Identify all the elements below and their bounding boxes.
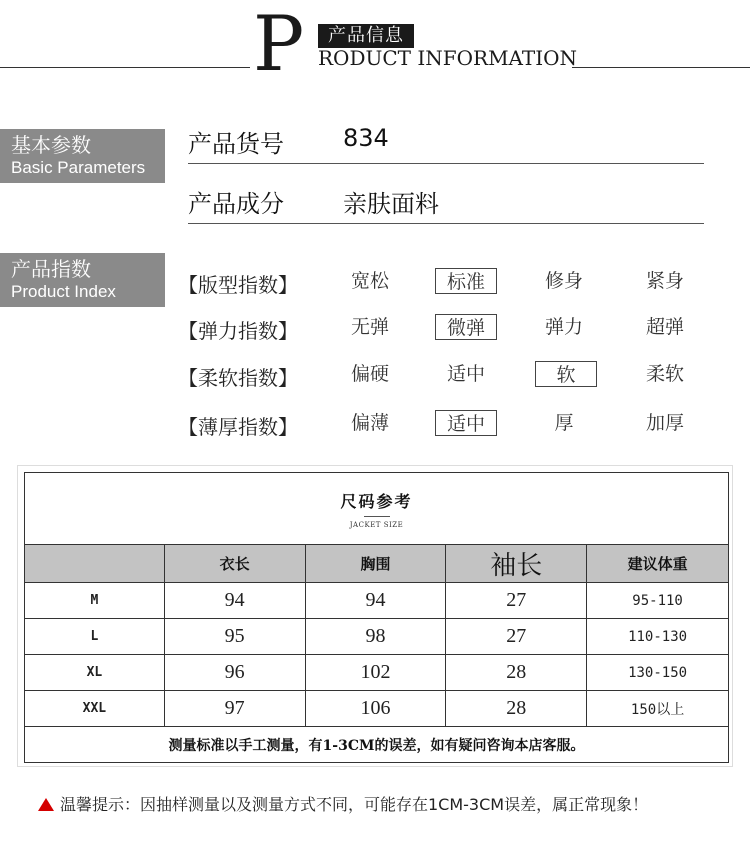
- size-table-note: 测量标准以手工测量，有1-3CM的误差，如有疑问咨询本店客服。: [25, 727, 729, 763]
- sleeve-cell: 28: [446, 691, 587, 727]
- weight-cell: 110-130: [587, 619, 729, 655]
- size-cell: XL: [25, 655, 165, 691]
- index-row-softness: [178, 361, 718, 391]
- chest-cell: 106: [305, 691, 446, 727]
- sleeve-cell: 27: [446, 583, 587, 619]
- product-index-label: [0, 253, 165, 307]
- index-option: 无弹: [350, 316, 389, 338]
- index-option: 超弹: [645, 316, 684, 338]
- header-cell-chest: 胸围: [305, 545, 446, 583]
- index-option: 厚: [554, 412, 574, 434]
- index-option: 偏硬: [350, 363, 389, 385]
- index-option: 适中: [446, 363, 485, 385]
- param-key: 产品成分: [188, 190, 284, 218]
- size-table-title-cn: 尺码参考: [340, 491, 413, 511]
- length-cell: 94: [164, 583, 305, 619]
- index-row-thickness: [178, 410, 718, 440]
- index-row-label: 【柔软指数】: [178, 366, 298, 390]
- size-table-title-en: JACKET SIZE: [349, 520, 404, 529]
- warm-tip: [38, 792, 648, 815]
- length-cell: 97: [164, 691, 305, 727]
- param-row-item-no: [188, 124, 704, 164]
- index-option: 柔软: [645, 363, 684, 385]
- index-row-label: 【弹力指数】: [178, 319, 298, 343]
- index-row-label: 【版型指数】: [178, 273, 298, 297]
- weight-cell: 130-150: [587, 655, 729, 691]
- index-option: 宽松: [350, 270, 389, 292]
- size-cell: XXL: [25, 691, 165, 727]
- title-divider: [364, 516, 390, 517]
- sleeve-cell: 28: [446, 655, 587, 691]
- warm-tip-text: 温馨提示：因抽样测量以及测量方式不同，可能存在1CM-3CM误差，属正常现象！: [60, 795, 649, 814]
- size-cell: L: [25, 619, 165, 655]
- basic-label-cn: 基本参数: [11, 133, 91, 157]
- header-cell-weight: 建议体重: [587, 545, 729, 583]
- size-cell: M: [25, 583, 165, 619]
- index-row-elasticity: [178, 314, 718, 344]
- sleeve-cell: 27: [446, 619, 587, 655]
- param-value: 亲肤面料: [343, 190, 439, 218]
- index-option-selected: 微弹: [435, 314, 497, 340]
- index-label-cn: 产品指数: [11, 257, 91, 281]
- chest-cell: 98: [305, 619, 446, 655]
- param-value: 834: [343, 124, 389, 152]
- index-option-selected: 适中: [435, 410, 497, 436]
- index-row-fit: [178, 268, 718, 298]
- header-title-en: RODUCT INFORMATION: [318, 46, 578, 70]
- index-row-label: 【薄厚指数】: [178, 415, 298, 439]
- weight-cell: 95-110: [587, 583, 729, 619]
- basic-label-en: Basic Parameters: [11, 158, 146, 177]
- index-option-selected: 软: [535, 361, 597, 387]
- param-key: 产品货号: [188, 130, 284, 158]
- index-option: 偏薄: [350, 412, 389, 434]
- header-rule-right: [572, 67, 750, 68]
- warning-triangle-icon: [38, 798, 54, 811]
- header-big-letter: P: [253, 0, 305, 88]
- index-option: 修身: [544, 270, 583, 292]
- header-cell-length: 衣长: [164, 545, 305, 583]
- chest-cell: 102: [305, 655, 446, 691]
- table-row: [25, 619, 729, 655]
- header-rule-left: [0, 67, 250, 68]
- size-table-title: [25, 473, 729, 545]
- header-cell-sleeve: 袖长: [446, 545, 587, 583]
- index-option: 紧身: [645, 270, 684, 292]
- basic-parameters-label: [0, 129, 165, 183]
- index-option: 弹力: [544, 316, 583, 338]
- param-row-material: [188, 188, 704, 224]
- index-option: 加厚: [645, 412, 684, 434]
- chest-cell: 94: [305, 583, 446, 619]
- size-table-header: [25, 545, 729, 583]
- header-cell-size: [25, 545, 165, 583]
- index-option-selected: 标准: [435, 268, 497, 294]
- table-row: [25, 691, 729, 727]
- header-title-cn: 产品信息: [318, 24, 414, 48]
- size-table: [24, 472, 729, 763]
- table-row: [25, 583, 729, 619]
- weight-cell: 150以上: [587, 691, 729, 727]
- length-cell: 95: [164, 619, 305, 655]
- length-cell: 96: [164, 655, 305, 691]
- index-label-en: Product Index: [11, 282, 116, 301]
- table-row: [25, 655, 729, 691]
